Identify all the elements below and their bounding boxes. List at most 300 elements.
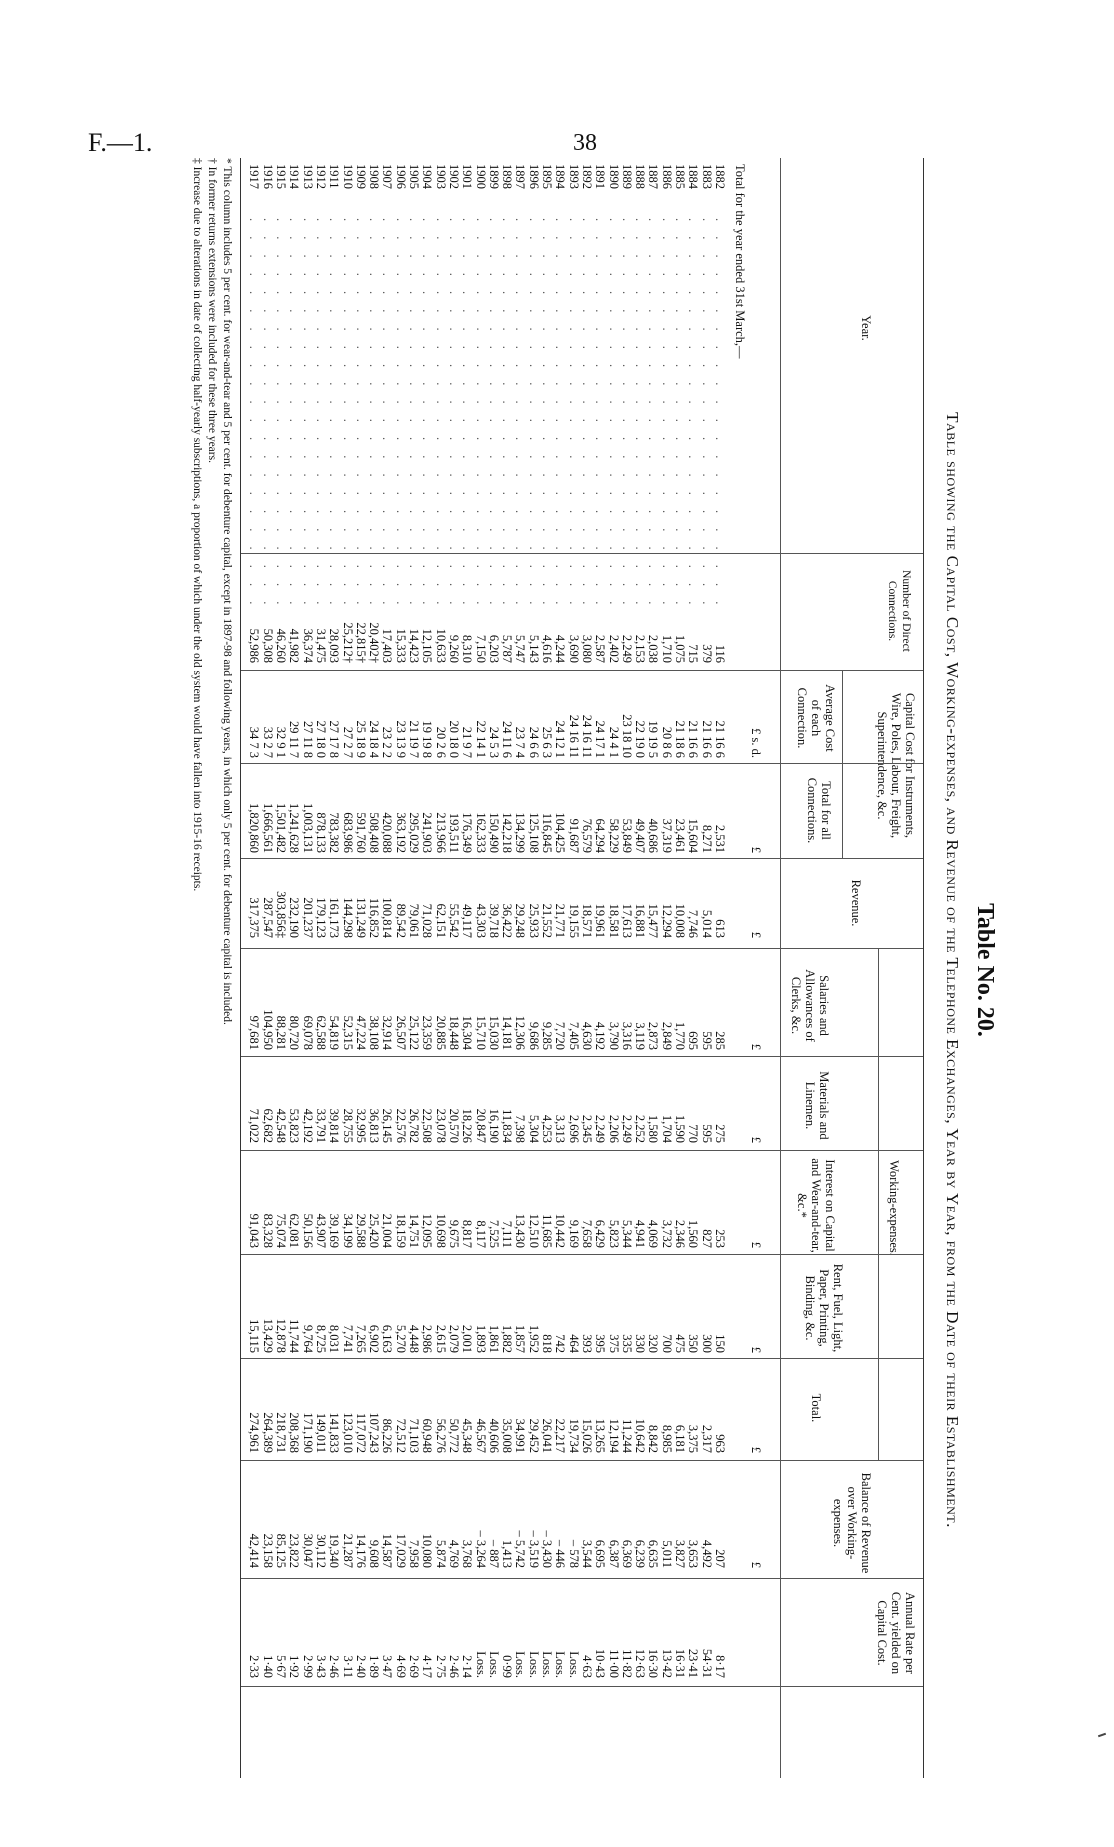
- row-year: 1907: [380, 164, 395, 189]
- leader-dots: . . . . . . . . . . . . . . . . . . . . . .: [500, 218, 515, 611]
- cell-total: 71,103: [407, 1418, 422, 1453]
- cell-total: 274,961: [247, 1412, 262, 1453]
- cell-rent: 2,001: [460, 1324, 475, 1353]
- cell-materials: 2,249: [593, 1114, 608, 1143]
- row-year: 1913: [300, 164, 315, 189]
- cell-salaries: 32,914: [380, 1015, 395, 1050]
- cell-rate: Loss.: [540, 1651, 555, 1678]
- cell-rent: 393: [580, 1334, 594, 1353]
- cell-rent: 2,986: [420, 1324, 435, 1353]
- cell-materials: 33,791: [314, 1108, 328, 1143]
- cell-revenue: 18,571: [580, 903, 594, 938]
- cell-avg: 27 17 8: [327, 720, 342, 758]
- row-year: 1902: [447, 164, 461, 189]
- row-year: 1909: [353, 164, 368, 189]
- cell-rate: 3·11: [340, 1655, 355, 1678]
- cell-salaries: 23,359: [420, 1015, 435, 1050]
- cell-interest: 62,081: [287, 1213, 302, 1248]
- cell-total-all: 125,108: [526, 812, 541, 853]
- cell-conn: 1,710: [659, 634, 674, 663]
- cell-balance: 4,769: [447, 1539, 461, 1568]
- cell-salaries: 104,950: [260, 1009, 275, 1050]
- column-rule: [241, 1358, 923, 1359]
- cell-salaries: 695: [686, 1031, 701, 1050]
- leader-dots: . . . . . . . . . . . . . . . . . . . . . .: [300, 218, 315, 611]
- leader-dots: . . . . . . . . . . . . . . . . . . . . . .: [327, 218, 342, 611]
- cell-rent: 300: [699, 1334, 714, 1353]
- cell-avg: 24 4 1: [606, 726, 621, 758]
- cell-total-all: 15,604: [686, 818, 701, 853]
- cell-materials: 1,704: [659, 1114, 674, 1143]
- cell-rent: 1,952: [526, 1324, 541, 1353]
- cell-total-all: 8,271: [699, 824, 714, 853]
- leader-dots: . . . . . . . . . . . . . . . . . . . . . .: [473, 218, 488, 611]
- cell-materials: 1,580: [646, 1114, 661, 1143]
- cell-revenue: 55,542: [447, 903, 461, 938]
- data-table: [240, 158, 924, 1778]
- cell-materials: 18,226: [460, 1108, 475, 1143]
- cell-salaries: 3,119: [633, 1022, 648, 1050]
- page-section-label: F.—1.: [88, 128, 153, 157]
- cell-materials: 2,249: [619, 1114, 634, 1143]
- cell-balance: 3,768: [460, 1539, 475, 1568]
- unit-label: £ s. d.: [749, 728, 763, 758]
- cell-salaries: 15,030: [486, 1015, 501, 1050]
- cell-revenue: 287,547: [260, 897, 275, 938]
- cell-balance: 9,608: [367, 1539, 382, 1568]
- cell-salaries: 285: [713, 1031, 727, 1050]
- cell-revenue: 144,298: [340, 897, 355, 938]
- cell-avg: 24 12 1: [553, 720, 568, 758]
- cell-total: 123,010: [340, 1412, 355, 1453]
- cell-total-all: 40,686: [646, 818, 661, 853]
- cell-balance: 14,176: [353, 1533, 368, 1568]
- cell-interest: 9,675: [447, 1219, 461, 1248]
- cell-balance: 23,158: [260, 1533, 275, 1568]
- cell-interest: 8,817: [460, 1219, 475, 1248]
- unit-label: £: [749, 1446, 763, 1453]
- cell-conn: 15,333: [393, 628, 408, 663]
- cell-rate: 4·63: [580, 1655, 594, 1678]
- cell-balance: – 578: [566, 1539, 581, 1568]
- cell-interest: 1,560: [686, 1219, 701, 1248]
- cell-balance: 4,492: [699, 1539, 714, 1568]
- cell-conn: 10,633: [433, 628, 448, 663]
- cell-salaries: 2,849: [659, 1021, 674, 1050]
- cell-interest: 10,698: [433, 1213, 448, 1248]
- cell-rate: Loss.: [486, 1651, 501, 1678]
- leader-dots: . . . . . . . . . . . . . . . . . . . . . .: [340, 218, 355, 611]
- cell-avg: 32 9 1: [274, 726, 289, 758]
- cell-total-all: 783,382: [327, 812, 342, 853]
- leader-dots: . . . . . . . . . . . . . . . . . . . . . .: [247, 218, 262, 611]
- cell-rent: 1,882: [500, 1324, 515, 1353]
- cell-conn: 14,423: [407, 628, 422, 663]
- cell-total: 56,276: [433, 1418, 448, 1453]
- unit-label: £: [749, 1043, 763, 1050]
- cell-conn: 12,105: [420, 628, 435, 663]
- cell-total-all: 64,294: [593, 818, 608, 853]
- lead-label: Total for the year ended 31st March,—: [733, 164, 747, 359]
- cell-conn: 5,143: [526, 634, 541, 663]
- row-year: 1888: [633, 164, 648, 189]
- cell-salaries: 62,588: [314, 1015, 328, 1050]
- leader-dots: . . . . . . . . . . . . . . . . . . . . . .: [447, 218, 461, 611]
- cell-revenue: 29,248: [513, 903, 528, 938]
- cell-conn: 4,244: [553, 634, 568, 663]
- cell-interest: 83,328: [260, 1213, 275, 1248]
- cell-avg: 25 18 9: [353, 720, 368, 758]
- cell-rent: 375: [606, 1334, 621, 1353]
- cell-rate: 1·89: [367, 1655, 382, 1678]
- leader-dots: . . . . . . . . . . . . . . . . . . . . . .: [686, 218, 701, 611]
- cell-rent: 330: [633, 1334, 648, 1353]
- leader-dots: . . . . . . . . . . . . . . . . . . . . . .: [407, 218, 422, 611]
- cell-conn: 3,690: [566, 634, 581, 663]
- cell-balance: 5,874: [433, 1539, 448, 1568]
- cell-conn: 2,402: [606, 634, 621, 663]
- cell-rate: 16·30: [646, 1648, 661, 1678]
- cell-avg: 19 19 5: [646, 720, 661, 758]
- cell-rate: 2·14: [460, 1655, 475, 1678]
- cell-salaries: 20,885: [433, 1015, 448, 1050]
- cell-total: 8,842: [646, 1424, 661, 1453]
- column-rule: [241, 670, 923, 671]
- cell-salaries: 88,281: [274, 1015, 289, 1050]
- table-number: Table No. 20.: [972, 903, 998, 1037]
- cell-avg: 29 11 7: [287, 720, 302, 758]
- cell-salaries: 3,790: [606, 1021, 621, 1050]
- cell-revenue: 16,881: [633, 903, 648, 938]
- cell-revenue: 49,117: [460, 904, 475, 938]
- row-year: 1885: [673, 164, 688, 189]
- cell-rate: 54·31: [699, 1648, 714, 1678]
- cell-interest: 253: [713, 1229, 727, 1248]
- cell-interest: 7,525: [486, 1219, 501, 1248]
- cell-conn: 31,475: [314, 628, 328, 663]
- header-capital-group: Capital Cost for Instruments, Wire, Poles, Labour, Freight, Superintendence, &c.: [875, 692, 917, 839]
- column-rule: [241, 1578, 923, 1579]
- cell-balance: – 446: [553, 1539, 568, 1568]
- column-rule: [241, 1686, 923, 1687]
- cell-total: 117,072: [353, 1412, 368, 1453]
- cell-total-all: 878,133: [314, 812, 328, 853]
- cell-rate: 2·40: [353, 1655, 368, 1678]
- leader-dots: . . . . . . . . . . . . . . . . . . . . . .: [380, 218, 395, 611]
- cell-conn: 50,308: [260, 628, 275, 663]
- cell-total-all: 1,003,131: [300, 803, 315, 853]
- cell-salaries: 18,448: [447, 1015, 461, 1050]
- cell-interest: 29,588: [353, 1213, 368, 1248]
- row-year: 1896: [526, 164, 541, 189]
- leader-dots: . . . . . . . . . . . . . . . . . . . . . .: [633, 218, 648, 611]
- leader-dots: . . . . . . . . . . . . . . . . . . . . . .: [673, 218, 688, 611]
- row-year: 1916: [260, 164, 275, 189]
- cell-interest: 34,199: [340, 1213, 355, 1248]
- cell-interest: 9,169: [566, 1219, 581, 1248]
- cell-interest: 4,941: [633, 1219, 648, 1248]
- leader-dots: . . . . . . . . . . . . . . . . . . . . . .: [367, 218, 382, 611]
- cell-interest: 12,510: [526, 1213, 541, 1248]
- cell-conn: 2,153: [633, 634, 648, 663]
- cell-avg: 25 6 3: [540, 726, 555, 758]
- column-rule: [241, 1056, 923, 1057]
- cell-revenue: 5,014: [699, 909, 714, 938]
- cell-salaries: 7,405: [566, 1021, 581, 1050]
- cell-rate: 2·69: [407, 1655, 422, 1678]
- cell-avg: 23 13 9: [393, 720, 408, 758]
- cell-interest: 21,004: [380, 1213, 395, 1248]
- row-year: 1912: [314, 164, 328, 189]
- cell-rate: Loss.: [566, 1651, 581, 1678]
- unit-label: £: [749, 846, 763, 853]
- cell-conn: 6,203: [486, 634, 501, 663]
- cell-salaries: 25,122: [407, 1015, 422, 1050]
- cell-revenue: 7,746: [686, 909, 701, 938]
- cell-balance: – 3,264: [473, 1530, 488, 1568]
- cell-materials: 770: [686, 1124, 701, 1143]
- cell-total-all: 58,229: [606, 818, 621, 853]
- cell-interest: 5,823: [606, 1219, 621, 1248]
- cell-materials: 53,823: [287, 1108, 302, 1143]
- header-materials: Materials and Linemen.: [803, 1071, 831, 1140]
- cell-rent: 9,764: [300, 1324, 315, 1353]
- cell-rent: 8,031: [327, 1324, 342, 1353]
- cell-rent: 2,615: [433, 1324, 448, 1353]
- cell-total-all: 76,579: [580, 818, 594, 853]
- cell-rate: 2·33: [247, 1655, 262, 1678]
- cell-rate: 5·67: [274, 1655, 289, 1678]
- row-year: 1898: [500, 164, 515, 189]
- cell-rent: 1,893: [473, 1324, 488, 1353]
- leader-dots: . . . . . . . . . . . . . . . . . . . . . .: [393, 218, 408, 611]
- margin-mark: [1098, 1733, 1106, 1738]
- header-salaries: Salaries and Allowances of Clerks, &c.: [789, 969, 831, 1042]
- leader-dots: . . . . . . . . . . . . . . . . . . . . . .: [713, 218, 727, 611]
- cell-total: 107,243: [367, 1412, 382, 1453]
- cell-interest: 11,685: [540, 1214, 555, 1248]
- cell-materials: 36,813: [367, 1108, 382, 1143]
- cell-rent: 6,163: [380, 1324, 395, 1353]
- cell-avg: 21 19 7: [407, 720, 422, 758]
- cell-rate: 8·17: [713, 1655, 727, 1678]
- cell-revenue: 36,422: [500, 903, 515, 938]
- cell-avg: 23 2 2: [380, 726, 395, 758]
- cell-rate: 1·40: [260, 1655, 275, 1678]
- row-year: 1899: [486, 164, 501, 189]
- cell-total: 2,317: [699, 1424, 714, 1453]
- cell-total: 40,606: [486, 1418, 501, 1453]
- cell-revenue: 62,151: [433, 903, 448, 938]
- cell-materials: 3,313: [553, 1114, 568, 1143]
- cell-revenue: 19,961: [593, 903, 608, 938]
- row-year: 1892: [580, 164, 594, 189]
- cell-rate: Loss.: [473, 1651, 488, 1678]
- leader-dots: . . . . . . . . . . . . . . . . . . . . . .: [540, 218, 555, 611]
- cell-rate: 16·31: [673, 1648, 688, 1678]
- cell-total-all: 116,845: [540, 812, 555, 853]
- cell-interest: 827: [699, 1229, 714, 1248]
- cell-rent: 15,115: [247, 1319, 262, 1353]
- cell-balance: 10,080: [420, 1533, 435, 1568]
- cell-materials: 22,576: [393, 1108, 408, 1143]
- cell-total: 15,026: [580, 1418, 594, 1453]
- cell-revenue: 131,249: [353, 897, 368, 938]
- cell-revenue: 12,294: [659, 903, 674, 938]
- cell-balance: 6,239: [633, 1539, 648, 1568]
- cell-total: 11,244: [619, 1419, 634, 1453]
- cell-materials: 32,995: [353, 1108, 368, 1143]
- cell-avg: 20 2 6: [433, 726, 448, 758]
- cell-avg: 20 18 0: [447, 720, 461, 758]
- leader-dots: . . . . . . . . . . . . . . . . . . . . . .: [287, 218, 302, 611]
- cell-total: 6,181: [673, 1424, 688, 1453]
- cell-balance: 42,414: [247, 1533, 262, 1568]
- cell-interest: 43,907: [314, 1213, 328, 1248]
- cell-conn: 2,249: [619, 634, 634, 663]
- column-rule: [241, 948, 923, 949]
- cell-total: 50,772: [447, 1418, 461, 1453]
- cell-interest: 18,159: [393, 1213, 408, 1248]
- row-year: 1897: [513, 164, 528, 189]
- cell-rate: 4·69: [393, 1655, 408, 1678]
- cell-materials: 20,570: [447, 1108, 461, 1143]
- cell-avg: 27 2 7: [340, 726, 355, 758]
- row-year: 1906: [393, 164, 408, 189]
- cell-revenue: 89,542: [393, 903, 408, 938]
- leader-dots: . . . . . . . . . . . . . . . . . . . . . .: [553, 218, 568, 611]
- cell-rate: Loss.: [526, 1651, 541, 1678]
- cell-salaries: 9,285: [540, 1021, 555, 1050]
- row-year: 1889: [619, 164, 634, 189]
- unit-label: £: [749, 931, 763, 938]
- cell-salaries: 7,720: [553, 1021, 568, 1050]
- cell-balance: 5,011: [659, 1540, 674, 1568]
- cell-revenue: 25,933: [526, 903, 541, 938]
- cell-rate: 2·99: [300, 1655, 315, 1678]
- leader-dots: . . . . . . . . . . . . . . . . . . . . . .: [580, 218, 594, 611]
- header-total-all: Total for all Connections.: [805, 777, 833, 844]
- cell-balance: – 3,519: [526, 1530, 541, 1568]
- header-year: Year.: [859, 315, 873, 341]
- cell-rate: 2·46: [447, 1655, 461, 1678]
- cell-salaries: 80,720: [287, 1015, 302, 1050]
- cell-revenue: 21,552: [540, 903, 555, 938]
- header-total: Total.: [809, 1393, 823, 1423]
- header-connections: Number of Direct Connections.: [886, 570, 912, 652]
- cell-rate: 2·46: [327, 1655, 342, 1678]
- unit-label: £: [749, 1346, 763, 1353]
- cell-conn: 116: [713, 644, 727, 663]
- cell-interest: 6,429: [593, 1219, 608, 1248]
- cell-interest: 4,069: [646, 1219, 661, 1248]
- leader-dots: . . . . . . . . . . . . . . . . . . . . . .: [526, 218, 541, 611]
- cell-total-all: 213,966: [433, 812, 448, 853]
- cell-conn: 46,260: [274, 628, 289, 663]
- cell-conn: 5,747: [513, 634, 528, 663]
- cell-salaries: 9,686: [526, 1021, 541, 1050]
- header-rule: [780, 158, 781, 1778]
- cell-rate: 2·75: [433, 1655, 448, 1678]
- cell-total: 13,265: [593, 1418, 608, 1453]
- cell-rate: 23·41: [686, 1648, 701, 1678]
- cell-total-all: 241,903: [420, 812, 435, 853]
- cell-revenue: 71,028: [420, 903, 435, 938]
- cell-revenue: 100,814: [380, 897, 395, 938]
- column-rule: [241, 1254, 923, 1255]
- leader-dots: . . . . . . . . . . . . . . . . . . . . . .: [486, 218, 501, 611]
- cell-revenue: 19,155: [566, 903, 581, 938]
- cell-avg: 23 7 4: [513, 726, 528, 758]
- cell-salaries: 26,507: [393, 1015, 408, 1050]
- cell-avg: 27 18 0: [314, 720, 328, 758]
- cell-conn: 1,075: [673, 634, 688, 663]
- cell-total-all: 295,029: [407, 812, 422, 853]
- cell-rate: 3·43: [314, 1655, 328, 1678]
- row-year: 1900: [473, 164, 488, 189]
- cell-total: 45,348: [460, 1418, 475, 1453]
- cell-avg: 21 18 6: [673, 720, 688, 758]
- cell-total-all: 1,241,628: [287, 803, 302, 853]
- cell-rate: 11·00: [606, 1649, 621, 1678]
- cell-materials: 42,548: [274, 1108, 289, 1143]
- leader-dots: . . . . . . . . . . . . . . . . . . . . . .: [646, 218, 661, 611]
- cell-avg: 21 16 6: [699, 720, 714, 758]
- cell-conn: 25,212†: [340, 622, 355, 663]
- row-year: 1886: [659, 164, 674, 189]
- row-year: 1914: [287, 164, 302, 189]
- cell-total-all: 91,687: [566, 818, 581, 853]
- cell-balance: 21,287: [340, 1533, 355, 1568]
- cell-balance: 6,695: [593, 1539, 608, 1568]
- cell-total: 963: [713, 1434, 727, 1453]
- cell-rent: 2,079: [447, 1324, 461, 1353]
- leader-dots: . . . . . . . . . . . . . . . . . . . . . .: [460, 218, 475, 611]
- cell-salaries: 97,681: [247, 1015, 262, 1050]
- cell-rent: 335: [619, 1334, 634, 1353]
- cell-balance: 7,958: [407, 1539, 422, 1568]
- cell-avg: 21 9 7: [460, 726, 475, 758]
- cell-salaries: 54,819: [327, 1015, 342, 1050]
- cell-rent: 12,878: [274, 1318, 289, 1353]
- cell-rent: 1,857: [513, 1324, 528, 1353]
- cell-conn: 5,787: [500, 634, 515, 663]
- cell-conn: 22,815†: [353, 622, 368, 663]
- cell-rate: 1·92: [287, 1655, 302, 1678]
- cell-total-all: 134,299: [513, 812, 528, 853]
- cell-total-all: 420,088: [380, 812, 395, 853]
- cell-revenue: 39,718: [486, 903, 501, 938]
- leader-dots: . . . . . . . . . . . . . . . . . . . . . .: [606, 218, 621, 611]
- leader-dots: . . . . . . . . . . . . . . . . . . . . . .: [420, 218, 435, 611]
- cell-total-all: 2,531: [713, 824, 727, 853]
- cell-balance: 17,029: [393, 1533, 408, 1568]
- cell-avg: 27 11 8: [300, 720, 315, 758]
- cell-conn: 41,982: [287, 628, 302, 663]
- cell-revenue: 43,303: [473, 903, 488, 938]
- cell-rent: 818: [540, 1334, 555, 1353]
- cell-salaries: 69,078: [300, 1015, 315, 1050]
- cell-materials: 16,190: [486, 1108, 501, 1143]
- cell-revenue: 317,375: [247, 897, 262, 938]
- leader-dots: . . . . . . . . . . . . . . . . . . . . . .: [593, 218, 608, 611]
- cell-total-all: 49,407: [633, 818, 648, 853]
- cell-total: 60,948: [420, 1418, 435, 1453]
- cell-conn: 2,038: [646, 634, 661, 663]
- cell-revenue: 79,061: [407, 903, 422, 938]
- cell-interest: 25,420: [367, 1213, 382, 1248]
- cell-total: 86,226: [380, 1418, 395, 1453]
